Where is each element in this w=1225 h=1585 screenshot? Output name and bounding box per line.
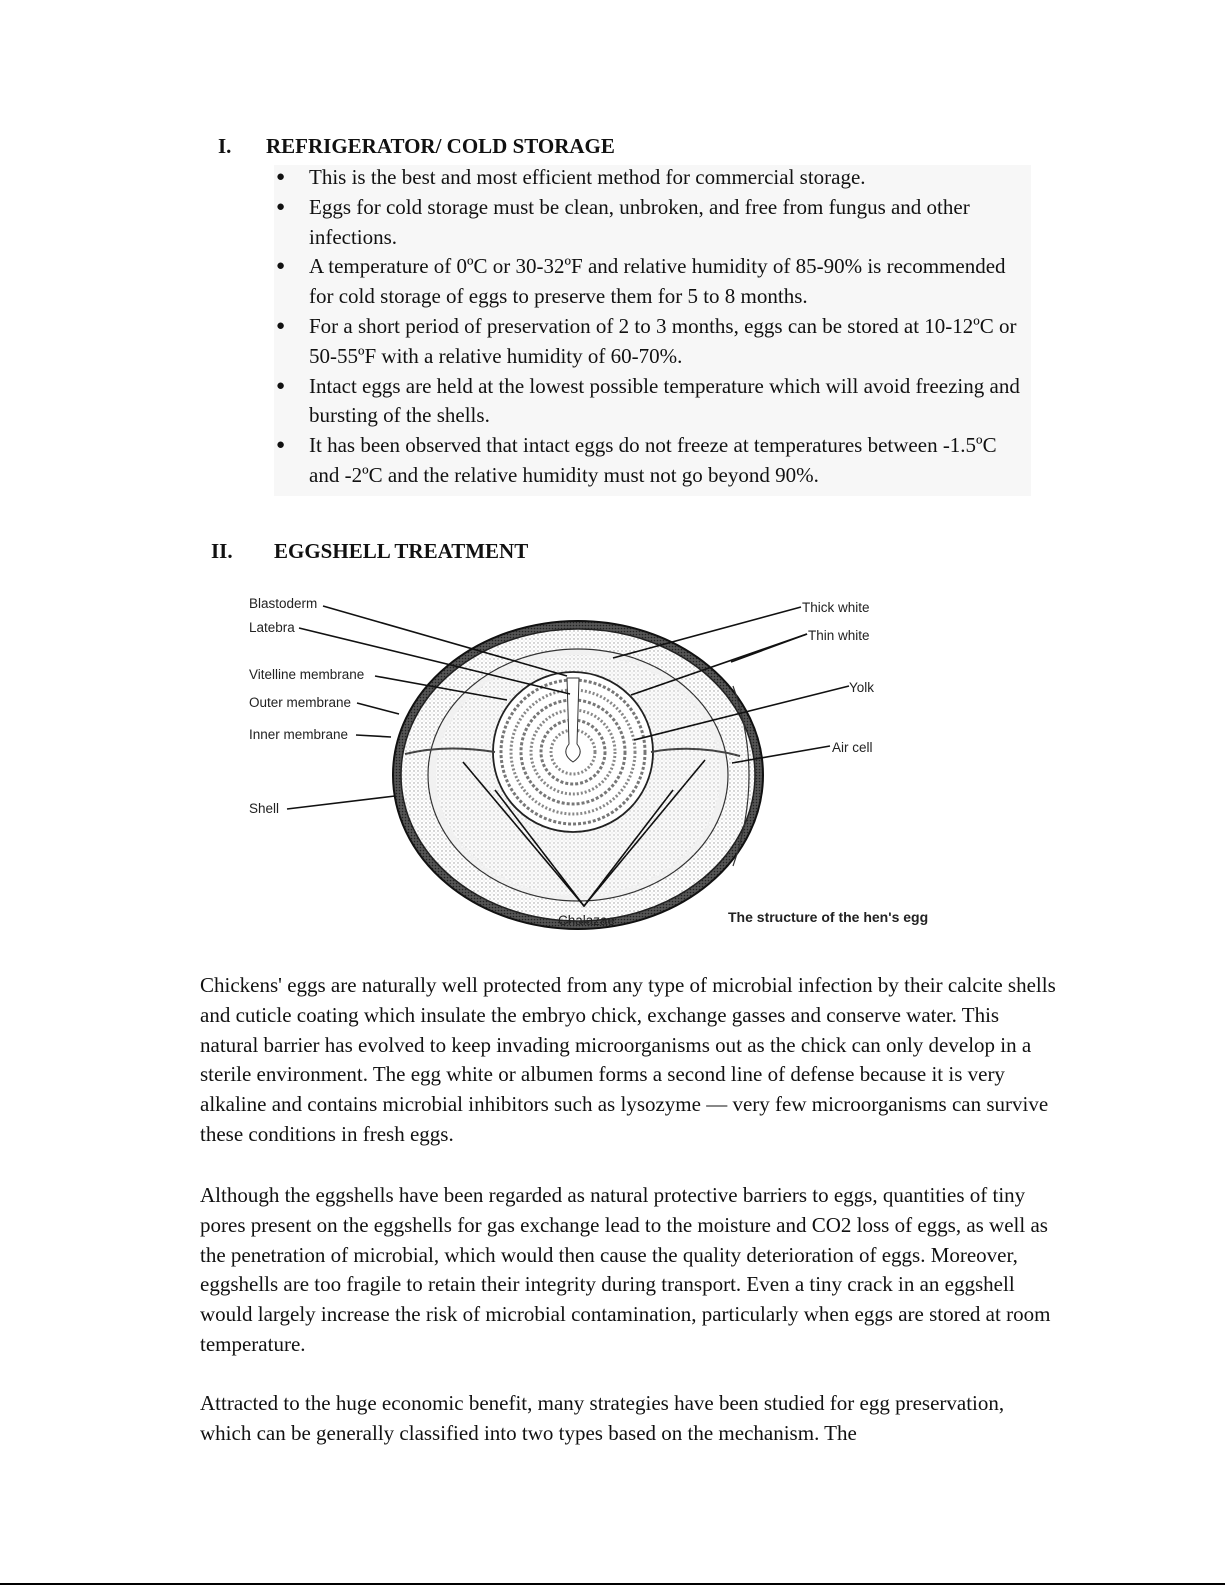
egg-structure-drawing (245, 594, 957, 944)
list-item: ● Eggs for cold storage must be clean, unbroken, and free from fungus and other infections. (276, 194, 970, 249)
list-item: ● Intact eggs are held at the lowest possible temperature which will avoid freezing and bursting of the shells. (276, 373, 1020, 428)
list-item: ● This is the best and most efficient method for commercial storage. (274, 163, 1031, 193)
label-thick-white: Thick white (802, 600, 870, 615)
paragraph-preservation-strategies: Attracted to the huge economic benefit, many strategies have been studied for egg preservation, which can be generally classified into two types based on the mechanism. The (200, 1391, 1005, 1445)
label-chalazae: Chalazae (558, 913, 616, 928)
label-vitelline-membrane: Vitelline membrane (249, 667, 365, 682)
bullet-icon: ● (276, 258, 286, 275)
section-number: II. (211, 539, 233, 563)
label-blastoderm: Blastoderm (249, 596, 318, 611)
latebra-shape (566, 678, 580, 762)
bullet-icon: ● (276, 437, 286, 454)
paragraph-eggshell-pores: Although the eggshells have been regarded as natural protective barriers to eggs, quantities of tiny pores present on the eggshells for gas exchange lead to the moisture and CO2 loss of eggs, as well as the penetration of microbial, which would then cause the quality deterioration of eggs. Moreover, eggshells are too fragile to retain their integrity during transport. Even a tiny crack in an eggshell would largely increase the risk of microbial contamination, particularly when eggs are stored at room temperature. (200, 1183, 1051, 1356)
egg-structure-diagram (245, 594, 957, 944)
label-latebra: Latebra (249, 620, 295, 635)
figure-caption: The structure of the hen's egg (728, 909, 929, 925)
section-title: REFRIGERATOR/ COLD STORAGE (266, 134, 615, 158)
bullet-icon: ● (276, 198, 286, 215)
section-number: I. (218, 134, 232, 158)
list-item: ● For a short period of preservation of 2 to 3 months, eggs can be stored at 10-12ºC or 50-55ºF with a relative humidity of 60-70%. (276, 313, 1017, 368)
label-outer-membrane: Outer membrane (249, 695, 352, 710)
cold-storage-bullet-list (274, 165, 1031, 496)
label-yolk: Yolk (849, 680, 875, 695)
paragraph-natural-protection: Chickens' eggs are naturally well protected from any type of microbial infection by their calcite shells and cuticle coating which insulate the embryo chick, exchange gasses and conserve water. This natural barrier has evolved to keep invading microorganisms out as the chick can only develop in a sterile environment. The egg white or albumen forms a second line of defense because it is very alkaline and contains microbial inhibitors such as lysozyme — very few microorganisms can survive these conditions in fresh eggs. (200, 973, 1056, 1146)
bullet-icon: ● (276, 377, 286, 394)
list-item: ● It has been observed that intact eggs do not freeze at temperatures between -1.5ºC and -2ºC and the relative humidity must not go beyond 90%. (276, 433, 997, 487)
label-thin-white: Thin white (808, 628, 870, 643)
bullet-icon: ● (276, 317, 286, 334)
label-inner-membrane: Inner membrane (249, 727, 349, 742)
bullet-icon: ● (276, 169, 286, 185)
section-title: EGGSHELL TREATMENT (274, 539, 529, 563)
list-item: ● A temperature of 0ºC or 30-32ºF and relative humidity of 85-90% is recommended for cold storage of eggs to preserve them for 5 to 8 months. (276, 254, 1006, 309)
label-shell: Shell (249, 801, 280, 816)
label-air-cell: Air cell (832, 740, 873, 755)
